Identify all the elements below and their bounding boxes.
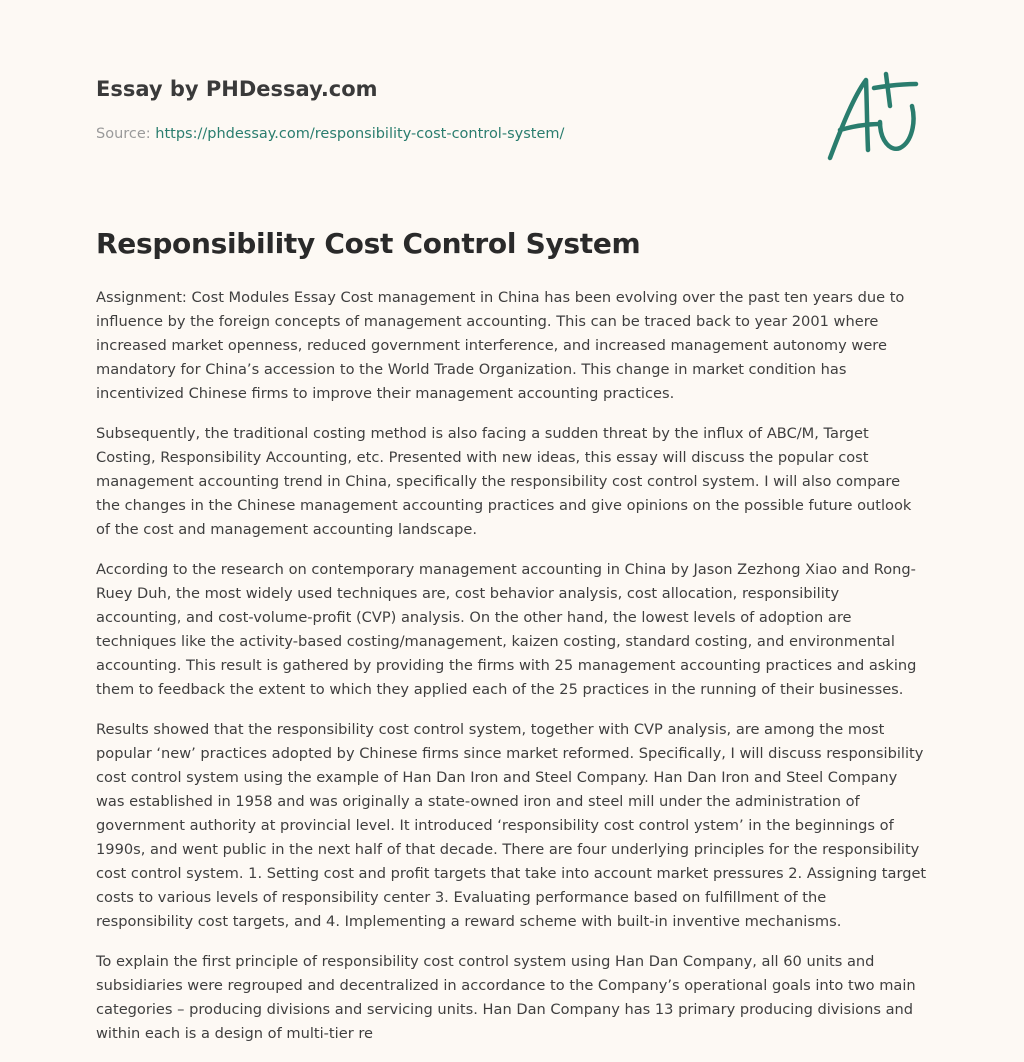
paragraph: Assignment: Cost Modules Essay Cost management in China has been evolving over the past ten years due to influence by the foreign concepts of management accounting. This can be traced back to year 2001 where increased market openness, reduced government interference, and increased management autonomy were mandatory for China’s accession to the World Trade Organization. This change in market condition has incentivized Chinese firms to improve their management accounting practices. [96, 289, 905, 402]
essay-body [96, 286, 928, 1062]
paragraph: According to the research on contemporary management accounting in China by Jason Zezhong Xiao and Rong-Ruey Duh, the most widely used techniques are, cost behavior analysis, cost allocation, responsibility accounting, and cost-volume-profit (CVP) analysis. On the other hand, the lowest levels of adoption are techniques like the activity-based costing/management, kaizen costing, standard costing, and environmental accounting. This result is gathered by providing the firms with 25 management accounting practices and asking them to feedback the extent to which they applied each of the 25 practices in the running of their businesses. [96, 561, 917, 698]
paragraph: Subsequently, the traditional costing method is also facing a sudden threat by the influx of ABC/M, Target Costing, Responsibility Accounting, etc. Presented with new ideas, this essay will discuss the popular cost management accounting trend in China, specifically the responsibility cost control system. I will also compare the changes in the Chinese management accounting practices and give opinions on the possible future outlook of the cost and management accounting landscape. [96, 425, 912, 538]
source-link[interactable]: https://phdessay.com/responsibility-cost-control-system/ [155, 126, 565, 142]
a-plus-logo-icon [820, 66, 930, 166]
essay-title: Responsibility Cost Control System [96, 227, 641, 260]
source-line [96, 124, 796, 144]
paragraph: Results showed that the responsibility cost control system, together with CVP analysis, are among the most popular ‘new’ practices adopted by Chinese firms since market reformed. Specifically, I will discuss responsibility cost control system using the example of Han Dan Iron and Steel Company. Han Dan Iron and Steel Company was established in 1958 and was originally a state-owned iron and steel mill under the administration of government authority at provincial level. It introduced ‘responsibility cost control ystem’ in the beginnings of 1990s, and went public in the next half of that decade. There are four underlying principles for the responsibility cost control system. 1. Setting cost and profit targets that take into account market pressures 2. Assigning target costs to various levels of responsibility center 3. Evaluating performance based on fulfillment of the responsibility cost targets, and 4. Implementing a reward scheme with built-in inventive mechanisms. [96, 721, 927, 930]
essay-header [96, 74, 796, 144]
source-label: Source: [96, 126, 156, 142]
paragraph: To explain the first principle of responsibility cost control system using Han Dan Company, all 60 units and subsidiaries were regrouped and decentralized in accordance to the Company’s operational goals into two main categories – producing divisions and servicing units. Han Dan Company has 13 primary producing divisions and within each is a design of multi-tier re [96, 953, 916, 1042]
site-brand: Essay by PHDessay.com [96, 77, 378, 101]
